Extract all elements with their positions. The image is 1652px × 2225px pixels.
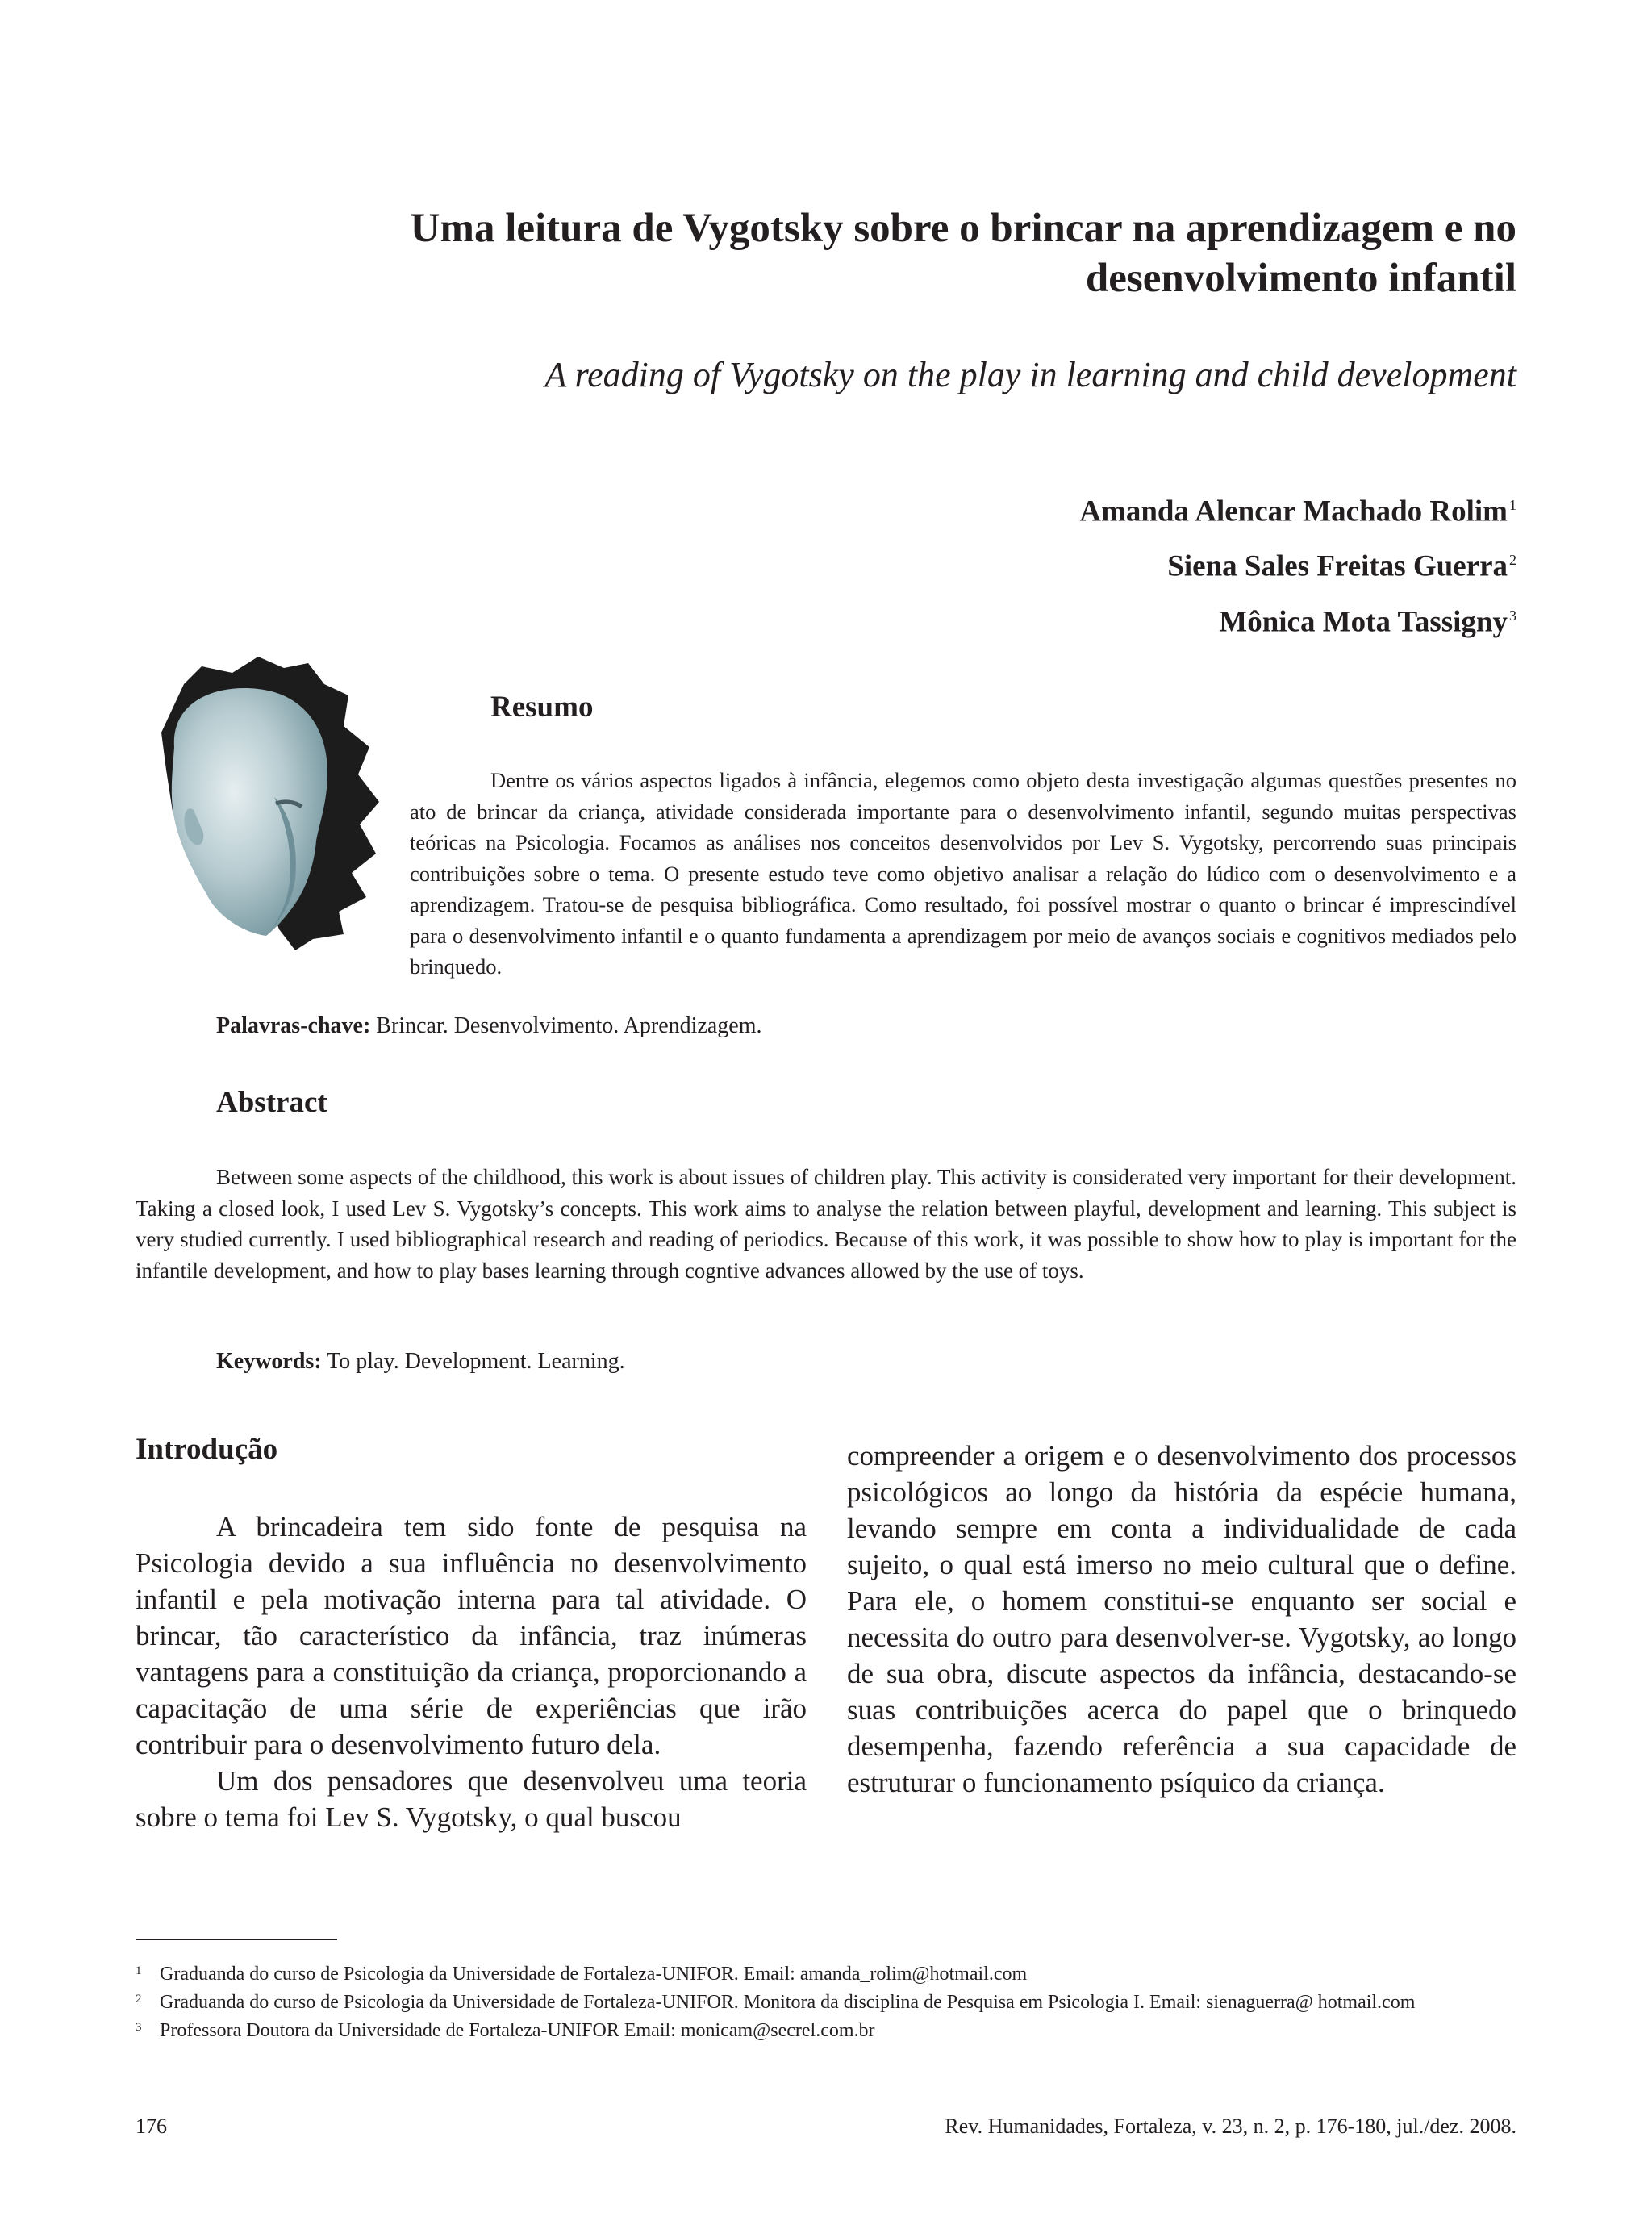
footnote-2 xyxy=(136,1989,1516,2017)
abstract-body: Between some aspects of the childhood, this work is about issues of children play. This activity is considerated very important for their development. Taking a closed look, I used Lev S. Vygotsky’s concepts. This work aims to analyse the relation between playful, development and learning. This subject is very studied currently. I used bibliographical research and reading of periodics. Because of this work, it was possible to show how to play is important for the infantile development, and how to play bases learning through cogntive advances allowed by the use of toys. xyxy=(136,1165,1516,1283)
author-3 xyxy=(726,591,1516,646)
keywords-label: Keywords: xyxy=(216,1349,322,1374)
palavras-chave-text: Brincar. Desenvolvimento. Aprendizagem. xyxy=(376,1013,762,1038)
abstract-keywords xyxy=(216,1346,1516,1378)
intro-paragraph-2-continued: compreender a origem e o desenvolvimento dos processos psicológicos ao longo da história da espécie humana, levando sempre em conta a individualidade de cada sujeito, o qual está imerso no meio cultural que o define. Para ele, o homem constitui-se enquanto ser social e necessita do outro para desenvolver-se. Vygotsky, ao longo de sua obra, discute aspectos da infância, destacando-se suas contribuições acerca do papel que o brinquedo desempenha, fazendo referência a sua capacidade de estruturar o funcionamento psíquico da criança. xyxy=(847,1440,1516,1798)
page-number: 176 xyxy=(136,2114,167,2138)
author-1-name: Amanda Alencar Machado Rolim xyxy=(1079,495,1508,528)
article-title xyxy=(242,203,1516,303)
footnote-1 xyxy=(136,1960,1516,1989)
abstract-heading: Abstract xyxy=(216,1086,327,1119)
journal-citation: Rev. Humanidades, Fortaleza, v. 23, n. 2, p. 176-180, jul./dez. 2008. xyxy=(945,2114,1516,2138)
vygotsky-portrait xyxy=(137,652,395,950)
footnote-divider xyxy=(136,1939,337,1940)
author-2-footnote-mark[interactable]: 2 xyxy=(1509,552,1516,569)
introducao-heading: Introdução xyxy=(136,1433,278,1466)
author-3-name: Mônica Mota Tassigny xyxy=(1219,604,1508,638)
footnote-3-mark: 3 xyxy=(136,2021,142,2034)
footnote-3 xyxy=(136,2017,1516,2045)
author-1 xyxy=(726,481,1516,536)
title-line-2: desenvolvimento infantil xyxy=(1085,256,1516,301)
author-1-footnote-mark[interactable]: 1 xyxy=(1509,497,1516,513)
footnote-2-text: Graduanda do curso de Psicologia da Universidade de Fortaleza-UNIFOR. Monitora da disciplina de Pesquisa em Psicologia I. Email: sienaguerra@ hotmail.com xyxy=(160,1992,1416,2013)
footnote-1-text: Graduanda do curso de Psicologia da Universidade de Fortaleza-UNIFOR. Email: amanda_rolim@hotmail.com xyxy=(160,1964,1028,1985)
keywords-text: To play. Development. Learning. xyxy=(327,1349,625,1374)
intro-left-column xyxy=(136,1509,807,1835)
footnote-1-mark: 1 xyxy=(136,1964,142,1977)
palavras-chave-label: Palavras-chave: xyxy=(216,1013,371,1038)
intro-right-column xyxy=(847,1438,1516,1801)
author-list xyxy=(726,481,1516,646)
title-line-1: Uma leitura de Vygotsky sobre o brincar na aprendizagem e no xyxy=(410,206,1516,251)
author-3-footnote-mark[interactable]: 3 xyxy=(1509,607,1516,624)
footnotes xyxy=(136,1960,1516,2045)
intro-paragraph-1: A brincadeira tem sido fonte de pesquisa na Psicologia devido a sua influência no desenvolvimento infantil e pela motivação interna para tal atividade. O brincar, tão característico da infância, traz inúmeras vantagens para a constituição da criança, proporcionando a capacitação de uma série de experiências que irão contribuir para o desenvolvimento futuro dela. xyxy=(136,1511,807,1760)
resumo-keywords xyxy=(216,1010,1516,1042)
english-subtitle: A reading of Vygotsky on the play in learning and child development xyxy=(544,355,1516,394)
resumo-body: Dentre os vários aspectos ligados à infância, elegemos como objeto desta investigação algumas questões presentes no ato de brincar da criança, atividade considerada importante para o desenvolvimento infantil, segundo muitas perspectivas teóricas na Psicologia. Focamos as análises nos conceitos desenvolvidos por Lev S. Vygotsky, percorrendo suas principais contribuições sobre o tema. O presente estudo teve como objetivo analisar a relação do lúdico com o desenvolvimento e a aprendizagem. Tratou-se de pesquisa bibliográfica. Como resultado, foi possível mostrar o quanto o brincar é imprescindível para o desenvolvimento infantil e o quanto fundamenta a aprendizagem por meio de avanços sociais e cognitivos mediados pelo brinquedo. xyxy=(410,768,1516,979)
intro-paragraph-2: Um dos pensadores que desenvolveu uma teoria sobre o tema foi Lev S. Vygotsky, o qual buscou xyxy=(136,1765,807,1833)
author-2 xyxy=(726,536,1516,591)
author-2-name: Siena Sales Freitas Guerra xyxy=(1167,549,1508,583)
footnote-3-text: Professora Doutora da Universidade de Fortaleza-UNIFOR Email: monicam@secrel.com.br xyxy=(160,2020,875,2041)
resumo-heading: Resumo xyxy=(490,691,594,724)
footnote-2-mark: 2 xyxy=(136,1993,142,2006)
